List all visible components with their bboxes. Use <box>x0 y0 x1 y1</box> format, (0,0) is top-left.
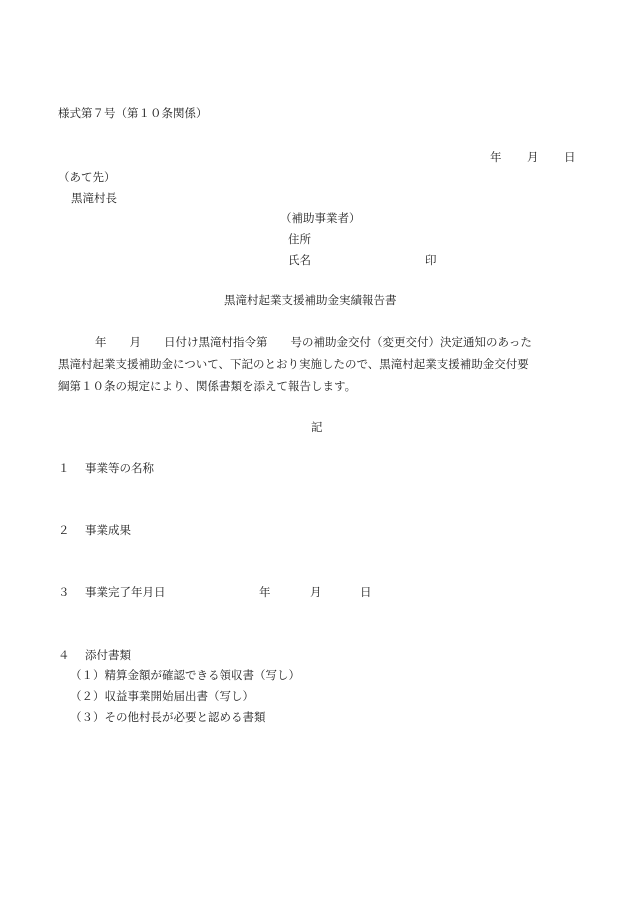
item-number: ３ <box>58 585 70 599</box>
body-line-2: 黒滝村起業支援補助金について、下記のとおり実施したので、黒滝村起業支援補助金交付要 <box>58 357 529 371</box>
completion-year-label: 年 <box>259 585 271 599</box>
item-label: 添付書類 <box>85 648 131 662</box>
date-day-label: 日 <box>564 150 576 164</box>
item-label: 事業等の名称 <box>85 461 154 475</box>
document-title: 黒滝村起業支援補助金実績報告書 <box>224 293 397 307</box>
completion-day-label: 日 <box>360 585 372 599</box>
attachment-item: （１）精算金額が確認できる領収書（写し） <box>70 668 300 682</box>
attachment-item: （３）その他村長が必要と認める書類 <box>70 710 266 724</box>
body-line-3: 綱第１０条の規定により、関係書類を添えて報告します。 <box>58 379 357 393</box>
form-number: 様式第７号（第１０条関係） <box>58 106 208 120</box>
seal-mark: 印 <box>425 253 437 267</box>
item-number: ２ <box>58 523 70 537</box>
date-year-label: 年 <box>490 150 502 164</box>
addressee: 黒滝村長 <box>71 191 117 205</box>
applicant-label: （補助事業者） <box>280 211 361 225</box>
body-line-1: 年 月 日付け黒滝村指令第 号の補助金交付（変更交付）決定通知のあった <box>95 335 532 349</box>
attachment-item: （２）収益事業開始届出書（写し） <box>70 689 254 703</box>
date-month-label: 月 <box>527 150 539 164</box>
address-label: 住所 <box>288 232 311 246</box>
name-label: 氏名 <box>288 253 311 267</box>
item-number: ４ <box>58 648 70 662</box>
addressee-label: （あて先） <box>58 170 116 184</box>
completion-month-label: 月 <box>310 585 322 599</box>
item-label: 事業完了年月日 <box>85 585 166 599</box>
item-label: 事業成果 <box>85 523 131 537</box>
ki-heading: 記 <box>311 420 323 434</box>
item-number: １ <box>58 461 70 475</box>
